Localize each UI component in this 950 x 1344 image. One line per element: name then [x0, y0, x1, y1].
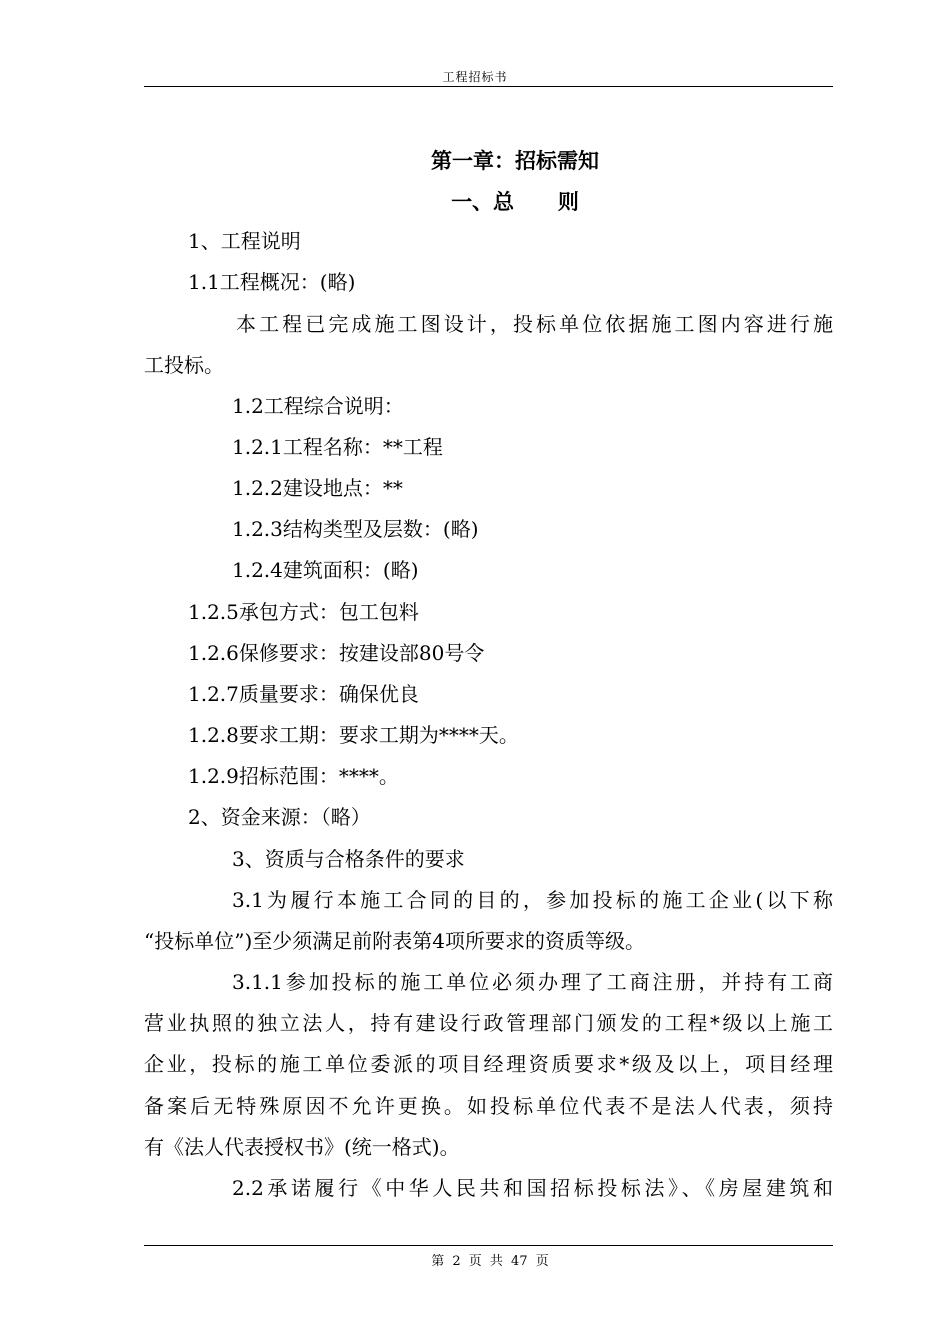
- footer-divider: [144, 1245, 833, 1246]
- body-line: 本工程已完成施工图设计，投标单位依据施工图内容进行施: [236, 312, 833, 336]
- body-line: 1.2工程综合说明：: [232, 394, 404, 418]
- body-line: 营业执照的独立法人，持有建设行政管理部门颁发的工程*级以上施工: [144, 1011, 833, 1035]
- chapter-title: 第一章：招标需知: [431, 149, 599, 173]
- section-title: 一、总 则: [451, 190, 579, 214]
- body-line: 1.1工程概况：(略): [188, 270, 356, 294]
- body-line: 1.2.5承包方式：包工包料: [188, 600, 419, 624]
- body-line: 3.1.1参加投标的施工单位必须办理了工商注册，并持有工商: [232, 970, 833, 994]
- body-line: 1、工程说明: [188, 229, 301, 253]
- body-line: 2.2承诺履行《中华人民共和国招标投标法》、《房屋建筑和: [232, 1176, 833, 1200]
- body-line: 2、资金来源：（略）: [188, 805, 371, 829]
- body-line: 1.2.9招标范围：****。: [188, 764, 399, 788]
- body-line: 1.2.7质量要求：确保优良: [188, 682, 419, 706]
- body-line: 工投标。: [144, 353, 224, 377]
- body-line: 3、资质与合格条件的要求: [232, 847, 465, 871]
- body-line: 1.2.8要求工期：要求工期为****天。: [188, 723, 519, 747]
- body-line: 3.1为履行本施工合同的目的，参加投标的施工企业(以下称: [232, 888, 833, 912]
- header-divider: [144, 86, 833, 87]
- page-header-title: 工程招标书: [442, 70, 508, 84]
- body-line: 有《法人代表授权书》(统一格式)。: [144, 1135, 460, 1159]
- body-line: 1.2.2建设地点：**: [232, 476, 403, 500]
- body-line: “投标单位”)至少须满足前附表第4项所要求的资质等级。: [144, 929, 645, 953]
- body-line: 1.2.6保修要求：按建设部80号令: [188, 641, 485, 665]
- body-line: 企业，投标的施工单位委派的项目经理资质要求*级及以上，项目经理: [144, 1052, 833, 1076]
- body-line: 1.2.3结构类型及层数：(略): [232, 517, 479, 541]
- page-number: 第 2 页 共 47 页: [431, 1254, 549, 1269]
- body-line: 备案后无特殊原因不允许更换。如投标单位代表不是法人代表，须持: [144, 1094, 833, 1118]
- body-line: 1.2.4建筑面积：(略): [232, 558, 419, 582]
- body-line: 1.2.1工程名称：**工程: [232, 435, 443, 459]
